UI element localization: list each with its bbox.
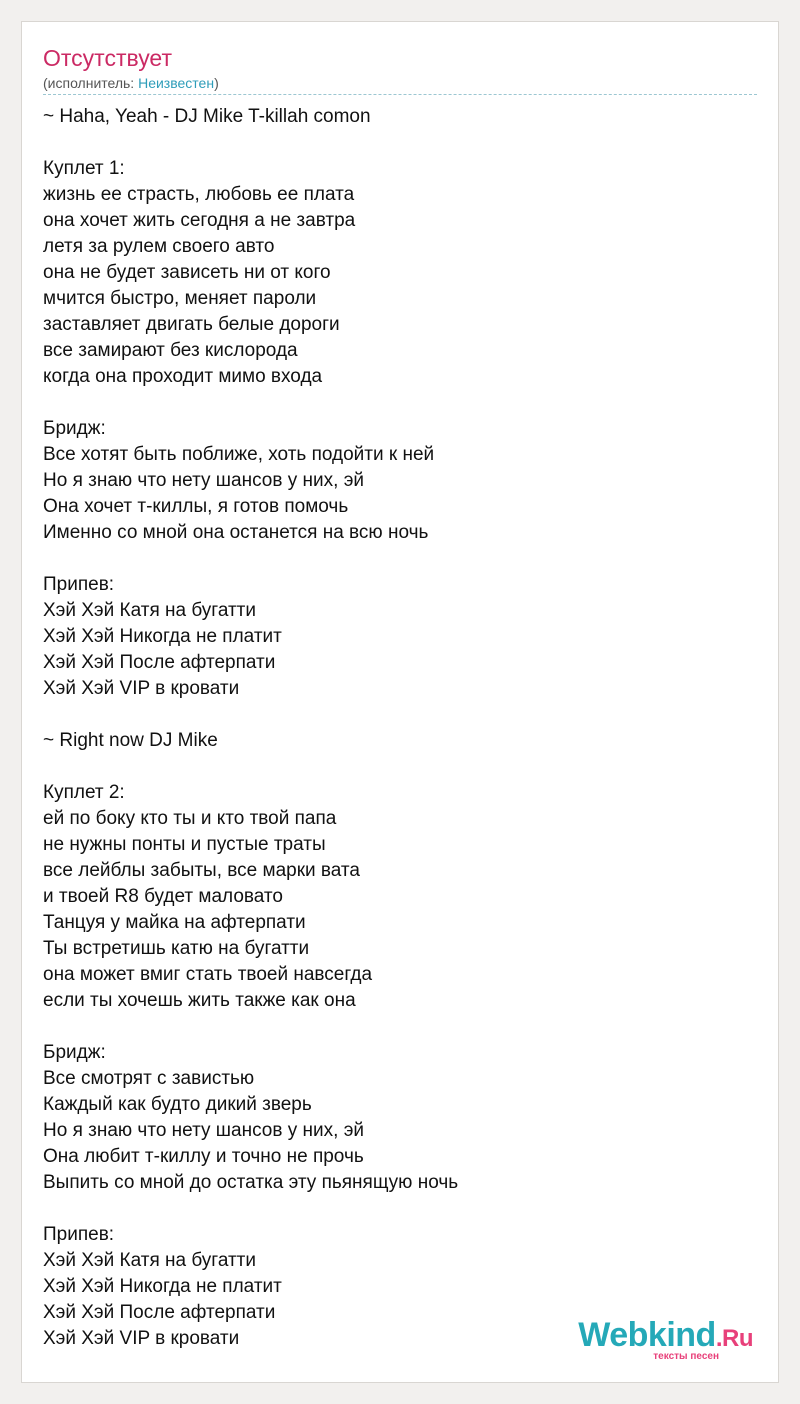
lyric-line	[43, 130, 757, 156]
lyric-line	[43, 1014, 757, 1040]
lyric-line: Хэй Хэй VIP в кровати	[43, 1328, 240, 1349]
lyric-line: Ты встретишь катю на бугатти	[43, 938, 310, 959]
lyric-line: Хэй Хэй Никогда не платит	[43, 1276, 282, 1297]
lyric-line: Хэй Хэй Никогда не платит	[43, 626, 282, 647]
lyric-line: летя за рулем своего авто	[43, 236, 275, 257]
lyric-line: заставляет двигать белые дороги	[43, 314, 340, 335]
logo-tagline: тексты песен	[653, 1351, 719, 1362]
lyric-line: Все хотят быть поближе, хоть подойти к ней	[43, 444, 435, 465]
lyric-line: Куплет 2:	[43, 782, 125, 803]
lyric-line: Хэй Хэй Катя на бугатти	[43, 600, 256, 621]
artist-line	[43, 74, 219, 92]
lyric-line: Она любит т-киллу и точно не прочь	[43, 1146, 364, 1167]
lyric-line: ~ Right now DJ Mike	[43, 730, 218, 751]
lyric-line	[43, 754, 757, 780]
lyric-line: Каждый как будто дикий зверь	[43, 1094, 312, 1115]
lyrics-text	[43, 104, 757, 1352]
lyric-line: все замирают без кислорода	[43, 340, 298, 361]
lyric-line: Именно со мной она останется на всю ночь	[43, 522, 429, 543]
lyric-line: жизнь ее страсть, любовь ее плата	[43, 184, 355, 205]
lyric-line	[43, 1196, 757, 1222]
lyric-line: ~ Haha, Yeah - DJ Mike T-killah comon	[43, 106, 371, 127]
lyric-line: Она хочет т-киллы, я готов помочь	[43, 496, 349, 517]
lyric-line: все лейблы забыты, все марки вата	[43, 860, 360, 881]
lyric-line: ей по боку кто ты и кто твой папа	[43, 808, 337, 829]
lyric-line	[43, 390, 757, 416]
artist-suffix: )	[214, 75, 219, 91]
lyric-line: Припев:	[43, 574, 115, 595]
lyric-line: не нужны понты и пустые траты	[43, 834, 326, 855]
artist-link[interactable]: Неизвестен	[138, 75, 215, 91]
lyric-line: Танцуя у майка на афтерпати	[43, 912, 306, 933]
lyric-line: Но я знаю что нету шансов у них, эй	[43, 470, 364, 491]
lyric-line: Выпить со мной до остатка эту пьянящую ночь	[43, 1172, 459, 1193]
lyric-line: Хэй Хэй Катя на бугатти	[43, 1250, 256, 1271]
lyric-line: мчится быстро, меняет пароли	[43, 288, 317, 309]
lyric-line: Но я знаю что нету шансов у них, эй	[43, 1120, 364, 1141]
lyric-line: Куплет 1:	[43, 158, 125, 179]
artist-prefix: (исполнитель:	[43, 75, 139, 91]
lyric-line: Все смотрят с завистью	[43, 1068, 255, 1089]
lyric-line: Бридж:	[43, 418, 106, 439]
lyric-line: она не будет зависеть ни от кого	[43, 262, 331, 283]
lyric-line: когда она проходит мимо входа	[43, 366, 323, 387]
lyric-line	[43, 546, 757, 572]
lyric-line: Припев:	[43, 1224, 115, 1245]
lyric-line: она хочет жить сегодня а не завтра	[43, 210, 356, 231]
lyric-line: и твоей R8 будет маловато	[43, 886, 283, 907]
lyric-line: она может вмиг стать твоей навсегда	[43, 964, 373, 985]
lyric-line: Хэй Хэй После афтерпати	[43, 652, 276, 673]
lyric-line: Хэй Хэй После афтерпати	[43, 1302, 276, 1323]
webkind-logo[interactable]	[563, 1318, 753, 1362]
lyric-line: Хэй Хэй VIP в кровати	[43, 678, 240, 699]
logo-tld: .Ru	[715, 1325, 753, 1352]
song-title: Отсутствует	[43, 45, 172, 71]
lyric-line	[43, 702, 757, 728]
logo-name: Webkind	[578, 1316, 716, 1354]
lyric-line: если ты хочешь жить также как она	[43, 990, 356, 1011]
lyric-line: Бридж:	[43, 1042, 106, 1063]
lyrics-card	[21, 21, 779, 1383]
dashed-divider	[43, 94, 757, 95]
